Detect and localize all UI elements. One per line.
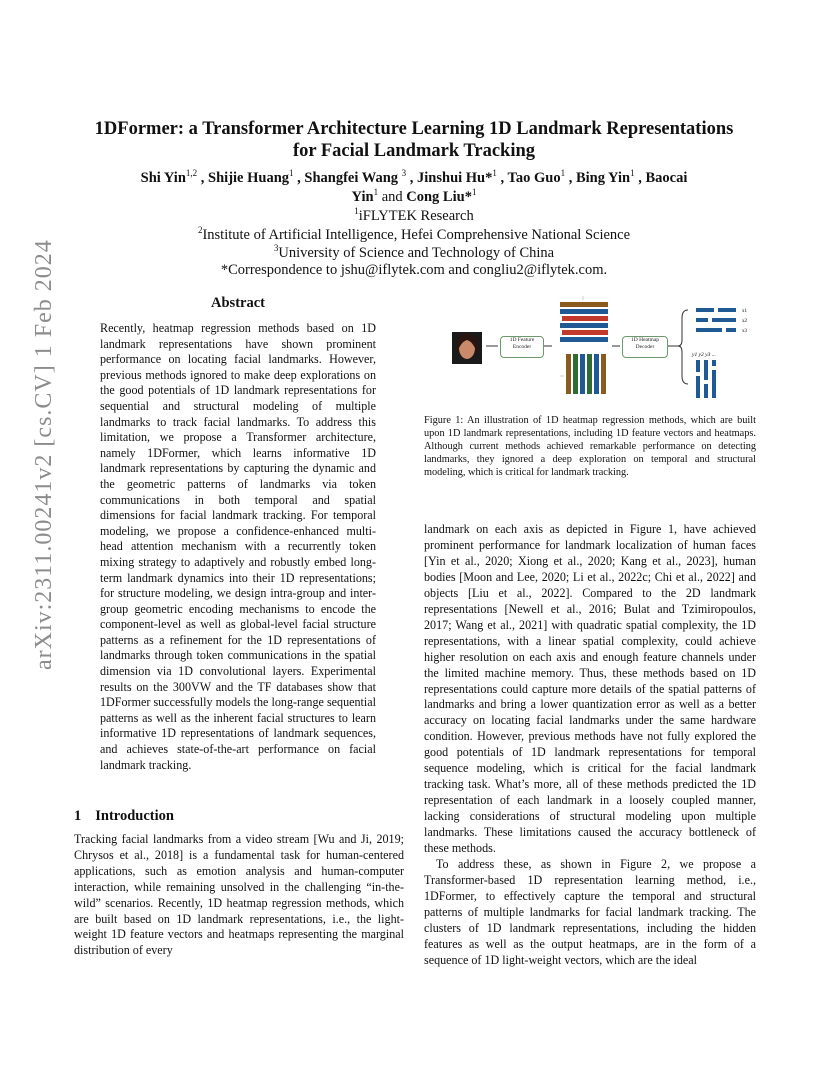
paper-title [60, 118, 768, 162]
author-conjunction: and [381, 189, 403, 205]
affiliation: $^3$University of Science and Technology of China [273, 243, 555, 261]
introduction-body-right [424, 522, 756, 969]
figure-1-caption: Figure 1: An illustration of 1D heatmap regression methods, which are built upon 1D landmark representations, including 1D feature vectors and heatmaps. Although current methods achieved remarkable performance on detecting landmarks, they ignored a deep exploration on temporal and structural modeling, which is critical for landmark tracking. [424, 415, 756, 478]
author: Shijie Huang$^1$ [208, 168, 294, 186]
paragraph: landmark on each axis as depicted in Figure 1, have achieved prominent performance for landmark localization of human faces [Yin et al., 2020; Xiong et al., 2020; Kang et al., 2023], human bodies [Moon and Lee, 2020; Li et al., 2022c; Chi et al., 2022] and objects [Liu et al., 2022]. Compared to the 2D landmark representations [Newell et al., 2016; Bulat and Tzimiropoulos, 2017; Wang et al., 2021] with quadratic spatial complexity, the 1D representations, with a linear spatial complexity, could achieve higher resolution on each axis and enough feature channels under the limited machine memory. Thus, these methods based on 1D representations could capture more details of the spatial patterns of landmarks and bring a lower quantization error as well as a better accuracy on locating facial landmarks under the same hardware condition. However, previous methods have not fully explored the good potentials of 1D landmark representations for temporal sequence modeling, which is critical for the facial landmark tracking task. What’s more, all of these methods predicted the 1D representation of each landmark in a loosely coupled manner, lacking considerations of structural modeling upon multiple landmarks. These limitations caused the accuracy bottleneck of these methods. [424, 522, 756, 856]
introduction-body-left: Tracking facial landmarks from a video stream [Wu and Ji, 2019; Chrysos et al., 2018] is a fundamental task for human-centered applications, such as emotion analysis and human-computer interaction, while remaining unsolved in the challenging “in-the-wild” scenarios. Recently, 1D heatmap regression methods, which are built based on 1D landmark representations, i.e., the light-weight 1D feature vectors and heatmaps representing the marginal distribution of every [74, 832, 404, 958]
author-list: Shi Yin$^{1,2}$ , Shijie Huang$^1$ , Shangfei Wang $^3$ , Jinshui Hu*$^1$ , Tao Guo$^1$ , Bing Yin$^1$ , Baocai Yin$^1$ and Cong Liu*$^1$ [140, 168, 688, 205]
arxiv-identifier: arXiv:2311.00241v2 [cs.CV] 1 Feb 2024 [31, 239, 57, 670]
section-heading-introduction: 1 Introduction [74, 808, 174, 824]
author: Tao Guo$^1$ [507, 168, 566, 186]
title-line-1: 1DFormer: a Transformer Architecture Learning 1D Landmark Representations [94, 119, 734, 139]
figure-1-diagram [452, 296, 762, 402]
y-feature-stack [566, 354, 606, 394]
figure-1 [452, 296, 762, 402]
y-labels: y1 y2 y3 ... [692, 352, 716, 358]
svg-text:x3: x3 [742, 329, 747, 334]
title-line-2: for Facial Landmark Tracking [292, 141, 536, 161]
x-feature-stack [560, 302, 608, 342]
author: Baocai Yin$^1$ [351, 170, 688, 205]
affiliation: $^2$Institute of Artificial Intelligence, Hefei Comprehensive National Science [197, 225, 631, 243]
abstract-body: Recently, heatmap regression methods based on 1D landmark representations have shown prominent performance on locating facial landmarks. However, previous methods ignored to make deep explorations on the good potentials of 1D landmark representations for sequential and structural modeling of multiple landmarks to track facial landmarks. To address this limitation, we propose a Transformer architecture, namely 1DFormer, which learns informative 1D landmark representations by capturing the dynamic and the geometric patterns of landmarks via token communications in both temporal and spatial dimensions for facial landmark tracking. For temporal modeling, we propose a confidence-enhanced multi-head attention mechanism with a recurrently token mixing strategy to adaptively and robustly embed long-term landmark dynamics into their 1D representations; for structure modeling, we design intra-group and inter-group geometric encoding mechanisms to encode the component-level as well as global-level facial structure patterns as a refinement for the 1D representations of landmarks through token communications in the spatial dimension via 1D convolutional layers. Experimental results on the 300VW and the TF databases show that 1DFormer successfully models the long-range sequential patterns as well as the inherent facial structures to learn informative 1D representations of landmark sequences, and achieves state-of-the-art performance on facial landmark tracking. [100, 321, 376, 772]
x-heatmaps [696, 308, 748, 334]
affiliation: $^1$iFLYTEK Research [354, 206, 474, 224]
author: Jinshui Hu*$^1$ [417, 168, 497, 186]
author: Cong Liu*$^1$ [406, 187, 477, 205]
heatmap-decoder-box: 1D Heatmap Decoder [622, 336, 668, 358]
svg-text:x1: x1 [742, 309, 747, 314]
author: Shi Yin$^{1,2}$ [140, 168, 198, 186]
paragraph: To address these, as shown in Figure 2, we propose a Transformer-based 1D representation learning method, i.e., 1DFormer, to effectively capture the temporal and structural patterns of multiple landmarks for facial landmark tracking. The clusters of 1D landmark representations, including the hidden features as well as the output heatmaps, are in the form of a sequence of 1D light-weight vectors, which are the ideal [424, 857, 756, 967]
brace-icon [678, 310, 688, 384]
correspondence: *Correspondence to jshu@iflytek.com and congliu2@iflytek.com. [220, 262, 608, 278]
y-heatmaps [696, 360, 716, 398]
author: Bing Yin$^1$ [575, 168, 635, 186]
feature-encoder-box: 1D Feature Encoder [500, 336, 544, 358]
abstract-heading: Abstract [211, 295, 265, 311]
author: Shangfei Wang $^3$ [304, 168, 407, 186]
svg-text:x2: x2 [742, 319, 747, 324]
